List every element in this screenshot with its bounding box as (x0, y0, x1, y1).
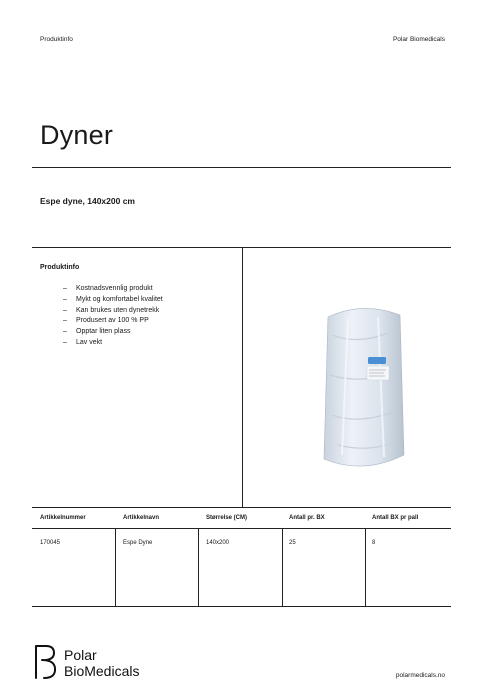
list-item: – Kostnadsvennlig produkt (63, 285, 153, 292)
table-header-rule (32, 528, 451, 529)
company-logo-text: Polar BioMedicals (64, 647, 140, 679)
list-item: – Kan brukes uten dynetrekk (63, 306, 160, 314)
table-cell: 25 (289, 540, 296, 546)
list-item: – Opptar liten plass (63, 328, 131, 336)
list-item: – Lav vekt (63, 338, 103, 346)
table-header-article-number: Artikkelnummer (40, 515, 86, 521)
list-item: – Mykt og komfortabel kvalitet (63, 295, 163, 303)
table-header-size: Størrelse (CM) (206, 515, 248, 521)
polar-biomedicals-logo-icon (34, 645, 58, 679)
header-doc-type: Produktinfo (40, 36, 73, 43)
table-column-divider (365, 528, 366, 606)
table-header-article-name: Artikkelnavn (123, 515, 160, 521)
page-title: Dyner (40, 120, 114, 150)
product-info-heading: Produktinfo (40, 264, 80, 271)
table-cell: Espe Dyne (123, 540, 153, 546)
header-company: Polar Biomedicals (392, 36, 445, 43)
column-divider (242, 248, 243, 507)
table-top-rule (32, 507, 451, 508)
table-header-boxes-per-pallet: Antall BX pr pall (372, 515, 419, 521)
table-column-divider (115, 528, 116, 606)
product-info-list (63, 284, 163, 349)
list-item: – Produsert av 100 % PP (63, 317, 149, 325)
table-cell: 140x200 (206, 540, 230, 546)
table-header-qty-per-box: Antall pr. BX (289, 515, 325, 521)
product-image (318, 305, 408, 471)
table-bottom-rule (32, 606, 451, 607)
title-rule (32, 167, 451, 168)
table-column-divider (282, 528, 283, 606)
table-cell: 8 (372, 540, 376, 546)
table-column-divider (198, 528, 199, 606)
footer-website: polarmedicals.no (395, 672, 445, 679)
table-cell: 170045 (40, 540, 61, 546)
product-subtitle: Espe dyne, 140x200 cm (40, 196, 135, 206)
